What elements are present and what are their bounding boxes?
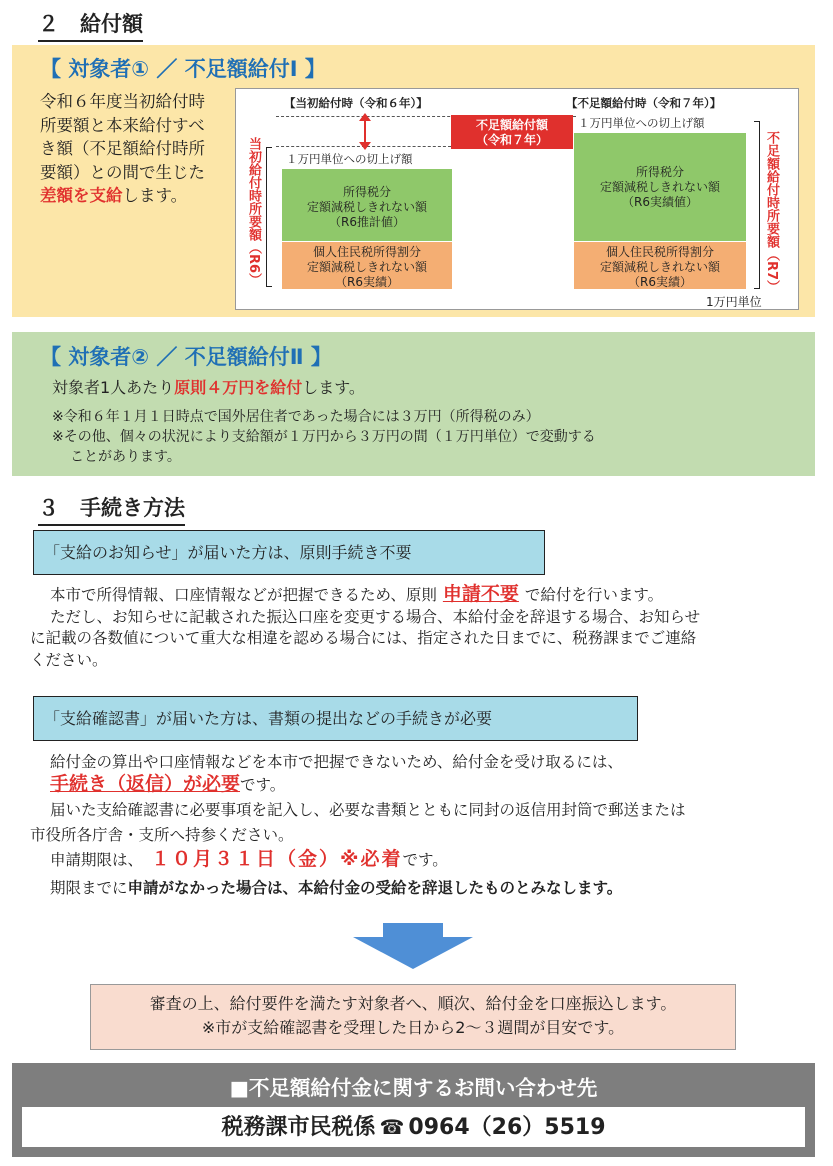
contact-phone[interactable]: 0964（26）5519 bbox=[408, 1115, 606, 1140]
result-line: 審査の上、給付要件を満たす対象者へ、順次、給付金を口座振込します。 bbox=[149, 994, 677, 1013]
block-line: 所得税分 bbox=[635, 165, 684, 179]
target2-line-post: します。 bbox=[302, 378, 365, 397]
section3-heading bbox=[38, 492, 185, 522]
right-resident-tax-block bbox=[574, 242, 746, 289]
diagram-right-vertical-label: 不足額給付時所要額（R7） bbox=[764, 131, 779, 294]
case1-p2-line: に記載の各数値について重大な相違を認める場合には、指定された日までに、税務課までご連絡 bbox=[30, 629, 697, 647]
result-line: ※市が支給確認書を受理した日から2～３週間が目安です。 bbox=[201, 1018, 625, 1037]
block-line: 所得税分 bbox=[342, 185, 391, 199]
deadline-pre: 申請期限は、 bbox=[50, 851, 144, 869]
case1-p1-pre: 本市で所得情報、口座情報などが把握できるため、原則 bbox=[50, 586, 437, 604]
desc-line: 所要額と本来給付すべ bbox=[40, 115, 205, 135]
diagram-left-vertical-label: 当初給付時所要額（R6） bbox=[246, 137, 261, 287]
desc-line: き額（不足額給付時所 bbox=[40, 139, 205, 158]
case2-p2-line: 市役所各庁舎・支所へ持参ください。 bbox=[30, 825, 294, 844]
target1-title: 【 対象者① ／ 不足額給付Ⅰ 】 bbox=[40, 57, 326, 81]
target2-notes bbox=[52, 407, 596, 467]
section3-heading-text: ３ 手続き方法 bbox=[38, 496, 185, 520]
down-arrow-head bbox=[353, 937, 473, 969]
shortfall-arrow bbox=[364, 117, 366, 145]
right-bracket bbox=[754, 121, 760, 289]
block-line: （R6実績） bbox=[628, 275, 692, 289]
diagram-left-header: 【当初給付時（令和６年）】 bbox=[284, 96, 428, 110]
diagram-right-header: 【不足額給付時（令和７年）】 bbox=[566, 96, 722, 110]
target2-title: 【 対象者② ／ 不足額給付Ⅱ 】 bbox=[40, 345, 332, 369]
heading-underline bbox=[38, 40, 143, 42]
block-line: （R6実績） bbox=[335, 275, 399, 289]
target2-note: ことがあります。 bbox=[70, 449, 181, 465]
deadline-post: です。 bbox=[402, 851, 448, 869]
contact-office: 税務課市民税係 bbox=[221, 1115, 376, 1140]
target2-main-line bbox=[52, 375, 365, 398]
arrow-head-down bbox=[359, 142, 371, 150]
case2-p1-line: 給付金の算出や口座情報などを本市で把握できないため、給付金を受け取るには、 bbox=[50, 753, 623, 771]
case2-p1-post: です。 bbox=[240, 775, 286, 794]
case1-label: 「支給のお知らせ」が届いた方は、原則手続き不要 bbox=[33, 530, 545, 575]
case2-p1-highlight-line bbox=[30, 774, 810, 797]
desc-highlight: 差額を支給 bbox=[40, 186, 123, 205]
warning-pre: 期限までに bbox=[50, 878, 128, 897]
diagram-unit-note: 1万円単位 bbox=[706, 295, 762, 309]
shortfall-diagram bbox=[235, 88, 799, 310]
block-line: 定額減税しきれない額 bbox=[306, 200, 427, 214]
case1-p1-highlight: 申請不要 bbox=[442, 583, 519, 605]
case2-warning bbox=[30, 878, 810, 900]
block-line: （R6推計値） bbox=[329, 215, 405, 229]
case1-p2-line: ください。 bbox=[30, 650, 108, 669]
target1-description bbox=[40, 90, 230, 208]
block-line: 個人住民税所得割分 bbox=[312, 245, 421, 259]
desc-line: 要額）との間で生じた bbox=[40, 162, 205, 182]
desc-line: 令和６年度当初給付時 bbox=[40, 92, 205, 111]
case2-body bbox=[30, 752, 810, 899]
shortfall-box bbox=[451, 115, 573, 149]
contact-title: ■不足額給付金に関するお問い合わせ先 bbox=[229, 1076, 598, 1100]
block-line: 定額減税しきれない額 bbox=[599, 180, 720, 194]
result-box bbox=[90, 984, 736, 1050]
right-roundup-label: １万円単位への切上げ額 bbox=[578, 116, 705, 130]
target2-line-pre: 対象者1人あたり bbox=[52, 378, 175, 397]
target2-note: ※令和６年１月１日時点で国外居住者であった場合には３万円（所得税のみ） bbox=[52, 409, 540, 425]
warning-bold: 申請がなかった場合は、本給付金の受給を辞退したものとみなします。 bbox=[127, 878, 623, 897]
right-income-tax-block bbox=[574, 133, 746, 241]
case1-p1-post: で給付を行います。 bbox=[524, 586, 664, 604]
shortfall-line: 不足額給付額 bbox=[475, 118, 548, 132]
desc-line bbox=[40, 184, 230, 208]
left-bracket bbox=[266, 147, 272, 287]
left-resident-tax-block bbox=[282, 242, 452, 289]
target2-note: ※その他、個々の状況により支給額が１万円から３万円の間（１万円単位）で変動する bbox=[52, 429, 596, 445]
block-line: （R6実績値） bbox=[622, 195, 698, 209]
case2-p1-highlight: 手続き（返信）が必要 bbox=[50, 772, 241, 795]
case2-p2-line: 届いた支給確認書に必要事項を記入し、必要な書類とともに同封の返信用封筒で郵送または bbox=[50, 801, 686, 819]
block-line: 定額減税しきれない額 bbox=[306, 260, 427, 274]
case1-p2-line: ただし、お知らせに記載された振込口座を変更する場合、本給付金を辞退する場合、お知らせ bbox=[50, 607, 701, 626]
section2-heading-text: ２ 給付額 bbox=[38, 12, 143, 36]
heading-underline bbox=[38, 524, 185, 526]
contact-box bbox=[22, 1107, 805, 1147]
case2-deadline bbox=[30, 849, 810, 872]
contact-footer bbox=[12, 1063, 815, 1157]
case1-body bbox=[30, 584, 810, 671]
down-arrow-shaft bbox=[383, 923, 443, 937]
deadline-highlight: １０月３１日（金）※必着 bbox=[151, 848, 403, 870]
telephone-icon: ☎ bbox=[379, 1115, 405, 1139]
left-roundup-label: １万円単位への切上げ額 bbox=[286, 152, 413, 166]
block-line: 個人住民税所得割分 bbox=[605, 245, 714, 259]
left-income-tax-block bbox=[282, 169, 452, 241]
section2-heading bbox=[38, 8, 143, 38]
case2-label: 「支給確認書」が届いた方は、書類の提出などの手続きが必要 bbox=[33, 696, 638, 741]
shortfall-line: （令和７年） bbox=[475, 133, 548, 147]
desc-end: します。 bbox=[122, 186, 188, 205]
case1-p1 bbox=[30, 584, 810, 607]
block-line: 定額減税しきれない額 bbox=[599, 260, 720, 274]
arrow-head-up bbox=[359, 113, 371, 121]
target2-line-highlight: 原則４万円を給付 bbox=[174, 378, 303, 397]
